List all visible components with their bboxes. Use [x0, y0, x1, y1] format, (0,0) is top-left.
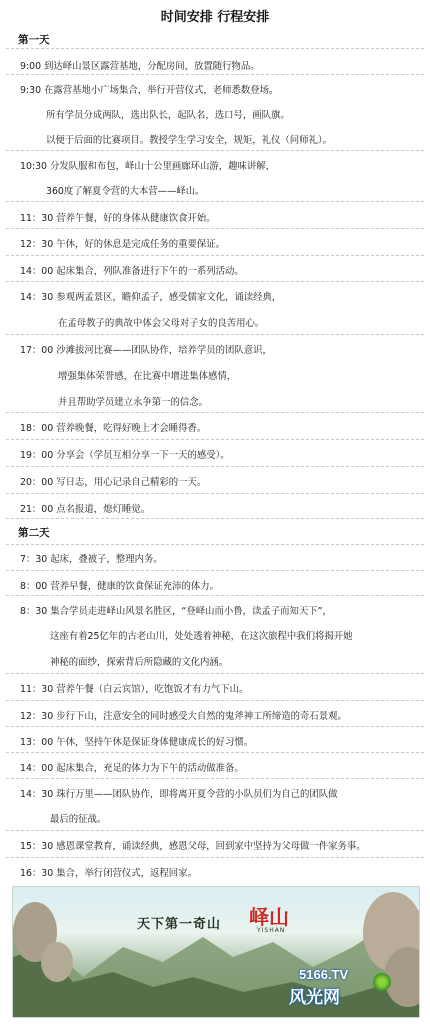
schedule-line: 21：00 点名报道，熄灯睡觉。 [20, 504, 150, 515]
schedule-line: 17：00 沙滩拔河比赛——团队协作，培养学员的团队意识， [20, 345, 272, 356]
schedule-line: 最后的征战。 [50, 814, 107, 825]
schedule-line: 10:30 分发队服和布包，峄山十公里画廊环山游，趣味讲解， [20, 161, 275, 172]
dashed-divider [6, 518, 424, 519]
schedule-line: 8：00 营养早餐，健康的饮食保证充沛的体力。 [20, 581, 220, 592]
dashed-divider [6, 281, 424, 282]
dashed-divider [6, 150, 424, 151]
scenic-banner [12, 886, 420, 1018]
dashed-divider [6, 493, 424, 494]
schedule-line: 16：30 集合，举行闭营仪式，返程回家。 [20, 868, 197, 879]
mountain-illustration [13, 887, 419, 1017]
site-domain: 5166.TV [299, 967, 349, 982]
dashed-divider [6, 334, 424, 335]
dashed-divider [6, 74, 424, 75]
dashed-divider [6, 255, 424, 256]
schedule-line: 增强集体荣誉感，在比赛中增进集体感情， [58, 371, 237, 382]
schedule-line: 8：30 集合学员走进峄山风景名胜区，“登峄山而小鲁，读孟子而知天下”， [20, 606, 332, 617]
dashed-divider [6, 439, 424, 440]
day-heading: 第二天 [18, 527, 50, 539]
schedule-line: 11：30 营养午餐，好的身体从健康饮食开始。 [20, 213, 216, 224]
dashed-divider [6, 752, 424, 753]
dashed-divider [6, 466, 424, 467]
dashed-divider [6, 857, 424, 858]
schedule-line: 9:00 到达峄山景区露营基地，分配房间，放置随行物品。 [20, 61, 260, 72]
dashed-divider [6, 201, 424, 202]
schedule-line: 360度了解夏令营的大本营——峄山。 [46, 186, 205, 197]
dashed-divider [6, 228, 424, 229]
dashed-divider [6, 778, 424, 779]
schedule-line: 14：30 珠行万里——团队协作，即将离开夏令营的小队员们为自己的团队做 [20, 789, 338, 800]
schedule-line: 9:30 在露营基地小广场集合，举行开营仪式，老师悉数登场。 [20, 85, 279, 96]
schedule-line: 14：00 起床集合，充足的体力为下午的活动做准备。 [20, 763, 244, 774]
page-title: 时间安排 行程安排 [160, 10, 270, 25]
dashed-divider [6, 830, 424, 831]
schedule-line: 13：00 午休，坚持午休是保证身体健康成长的好习惯。 [20, 737, 254, 748]
site-name: 风光网 [289, 988, 340, 1008]
dashed-divider [6, 48, 424, 49]
dashed-divider [6, 544, 424, 545]
brand-logo-text: 峄山 [249, 905, 289, 929]
schedule-line: 12：30 步行下山，注意安全的同时感受大自然的鬼斧神工所缔造的奇石景观。 [20, 711, 347, 722]
dashed-divider [6, 570, 424, 571]
schedule-line: 11：30 营养午餐（白云宾馆），吃饱饭才有力气下山。 [20, 684, 249, 695]
schedule-line: 15：30 感恩课堂教育，诵读经典，感恩父母，回到家中坚持为父母做一件家务事。 [20, 841, 366, 852]
schedule-line: 14：00 起床集合，列队准备进行下午的一系列活动。 [20, 266, 244, 277]
brand-logo-subtext: YISHAN [257, 927, 286, 934]
schedule-line: 12：30 午休，好的休息是完成任务的重要保证。 [20, 239, 225, 250]
dashed-divider [6, 412, 424, 413]
schedule-line: 并且帮助学员建立永争第一的信念。 [58, 397, 209, 408]
schedule-line: 在孟母教子的典故中体会父母对子女的良苦用心。 [58, 318, 265, 329]
schedule-line: 所有学员分成两队，选出队长，起队名，选口号，画队旗。 [46, 110, 290, 121]
site-logo-mark-icon [373, 973, 391, 991]
schedule-line: 神秘的面纱，探索背后所隐藏的文化内涵。 [50, 657, 229, 668]
dashed-divider [6, 673, 424, 674]
dashed-divider [6, 700, 424, 701]
day-heading: 第一天 [18, 34, 50, 46]
schedule-line: 20：00 写日志，用心记录自己精彩的一天。 [20, 477, 207, 488]
schedule-line: 这座有着25亿年的古老山川，处处透着神秘，在这次旅程中我们将揭开她 [50, 631, 353, 642]
schedule-line: 18：00 营养晚餐，吃得好晚上才会睡得香。 [20, 423, 207, 434]
schedule-line: 19：00 分享会（学员互相分享一下一天的感受）。 [20, 450, 230, 461]
banner-slogan: 天下第一奇山 [137, 917, 222, 932]
schedule-line: 以便于后面的比赛项目。教授学生学习安全，规矩，礼仪（问师礼）。 [46, 135, 332, 146]
dashed-divider [6, 726, 424, 727]
dashed-divider [6, 595, 424, 596]
schedule-line: 7：30 起床，叠被子，整理内务。 [20, 554, 163, 565]
schedule-line: 14：30 参观两孟景区，瞻仰孟子，感受儒家文化，诵读经典， [20, 292, 282, 303]
